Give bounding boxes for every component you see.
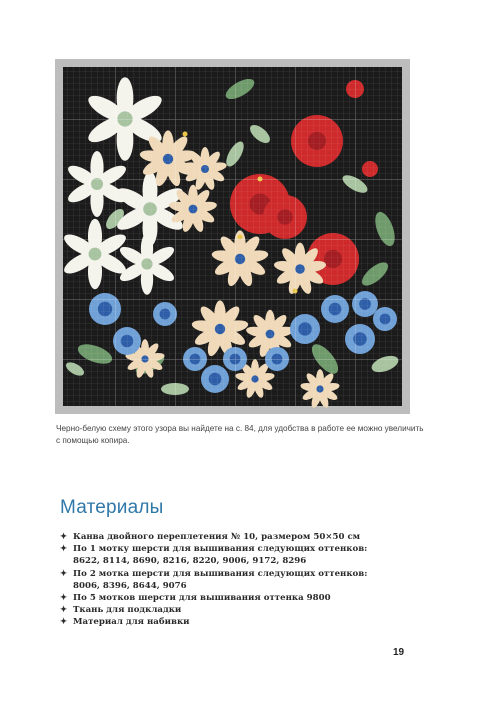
material-line: По 1 мотку шерсти для вышивания следующих оттенков:	[73, 544, 368, 555]
list-item	[60, 616, 420, 628]
bullet-icon: ✦	[60, 617, 68, 628]
material-line: Канва двойного переплетения № 10, размером 50×50 см	[73, 532, 361, 542]
materials-list	[60, 531, 420, 629]
cross-stitch-pattern-image	[55, 59, 410, 414]
bullet-icon: ✦	[60, 532, 68, 542]
material-line: 8006, 8396, 8644, 9076	[73, 580, 187, 591]
material-line: По 5 мотков шерсти для вышивания оттенка 9800	[73, 593, 331, 604]
material-line: Материал для набивки	[73, 617, 190, 628]
material-line: 8622, 8114, 8690, 8216, 8220, 9006, 9172, 8296	[73, 556, 307, 567]
bullet-icon: ✦	[60, 593, 68, 604]
list-item	[60, 604, 420, 616]
list-item	[60, 592, 420, 604]
page-number: 19	[393, 647, 405, 658]
list-item	[60, 531, 420, 543]
material-line: По 2 мотка шерсти для вышивания следующих оттенков:	[73, 568, 368, 579]
bullet-icon: ✦	[60, 605, 68, 616]
figure-caption: Черно-белую схему этого узора вы найдете на с. 84, для удобства в работе ее можно увеличить с помощью копира.	[56, 424, 424, 445]
list-item	[60, 568, 420, 592]
bullet-icon: ✦	[60, 544, 68, 555]
material-line: Ткань для подкладки	[73, 605, 182, 616]
grid-overlay-large	[63, 67, 402, 406]
floral-pattern-chart	[55, 59, 410, 414]
bullet-icon: ✦	[60, 568, 68, 579]
materials-title: Материалы	[60, 497, 164, 518]
list-item	[60, 543, 420, 567]
